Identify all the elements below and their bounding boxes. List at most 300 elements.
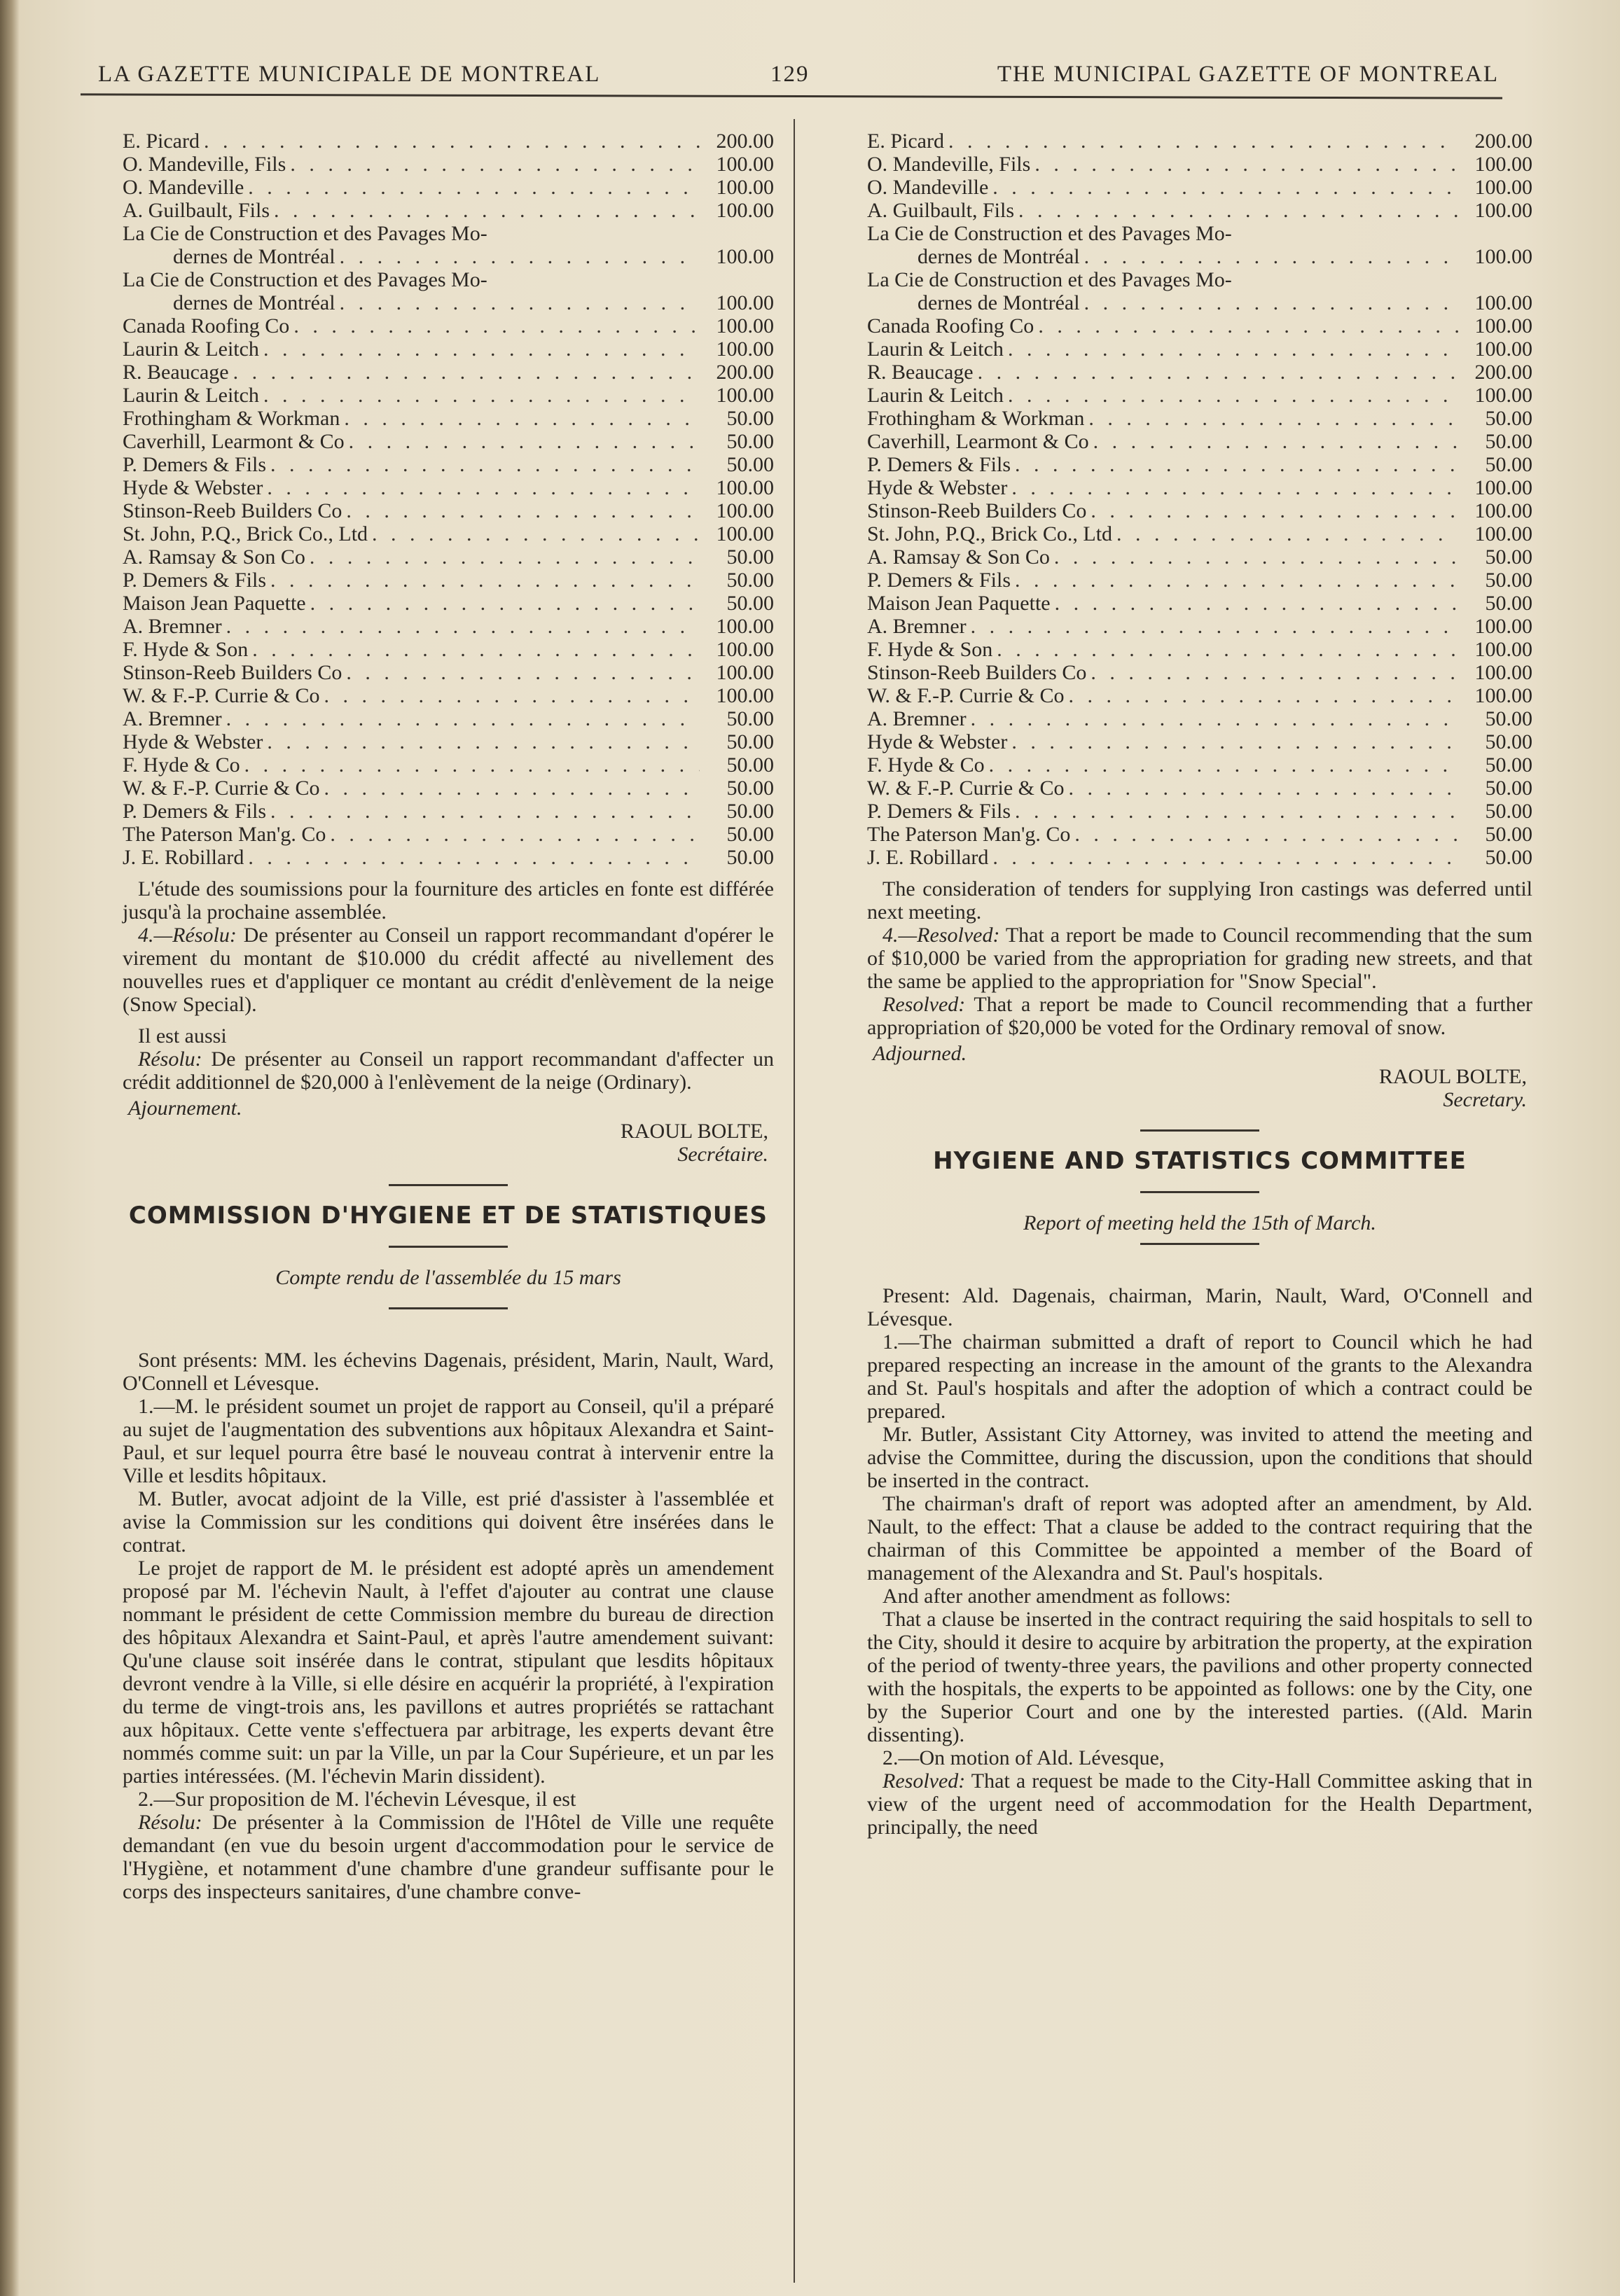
tender-name: La Cie de Construction et des Pavages Mo- [123,268,487,291]
tender-amount: 50.00 [726,453,774,476]
leader-dots [1054,545,1458,569]
tender-name: P. Demers & Fils [123,800,267,823]
tender-entry [867,314,1532,338]
tender-name: O. Mandeville [123,176,244,199]
tender-name: Frothingham & Workman [123,407,340,430]
tender-name: P. Demers & Fils [867,569,1011,592]
tender-entry [123,153,774,176]
leader-dots [324,684,700,707]
leader-dots [1088,407,1458,430]
french-resolution-4 [123,924,774,1016]
tender-entry [867,569,1532,592]
tender-entry [123,476,774,499]
tender-amount: 50.00 [1485,545,1532,569]
tender-amount: 50.00 [726,846,774,869]
leader-dots [1008,338,1458,361]
leader-dots [992,176,1458,199]
tender-name-continued-row [123,291,774,314]
tender-name: Stinson-Reeb Builders Co [123,661,342,684]
tender-amount: 100.00 [716,176,774,199]
tender-entry [123,569,774,592]
leader-dots [330,823,700,846]
tender-amount: 50.00 [726,569,774,592]
english-adjournment: Adjourned. [873,1042,967,1065]
tender-amount: 200.00 [1474,361,1532,384]
tender-entry [867,730,1532,753]
tender-entry [867,707,1532,730]
tender-amount: 100.00 [1474,499,1532,522]
tender-entry [867,430,1532,453]
page-binding-shadow [0,0,20,2296]
english-butler: Mr. Butler, Assistant City Attorney, was invited to attend the meeting and advise the Committee, during the discussion, upon the conditions that should be inserted in the contract. [867,1423,1532,1492]
french-meeting-subtitle: Compte rendu de l'assemblée du 15 mars [275,1266,621,1289]
tender-amount: 50.00 [1485,753,1532,777]
tender-name: R. Beaucage [867,361,974,384]
tender-entry [123,268,774,314]
french-resolution-snow [123,1048,774,1094]
tender-amount: 100.00 [1474,638,1532,661]
leader-dots [1069,684,1458,707]
tender-name: A. Bremner [867,615,967,638]
leader-dots [263,384,700,407]
tender-name: La Cie de Construction et des Pavages Mo- [867,222,1232,245]
tender-name-continued: dernes de Montréal [918,245,1080,268]
english-resolution-4-text: That a report be made to Council recommending that the sum of $10,000 be varied from the appropriation for grading new streets, and that the same be applied to the appropriation for "Snow Special". [867,924,1532,993]
leader-dots [1055,592,1458,615]
tender-entry [123,453,774,476]
tender-amount: 50.00 [726,777,774,800]
leader-dots [267,476,700,499]
french-tender-list [123,130,774,869]
tender-amount: 100.00 [716,615,774,638]
tender-entry [123,615,774,638]
tender-name: R. Beaucage [123,361,229,384]
tender-entry [867,592,1532,615]
tender-entry [867,176,1532,199]
french-signature-name: RAOUL BOLTE, [620,1120,768,1143]
tender-name: J. E. Robillard [123,846,244,869]
tender-amount: 50.00 [1485,800,1532,823]
english-resolution-4 [867,924,1532,993]
tender-amount: 100.00 [1474,476,1532,499]
tender-amount: 50.00 [1485,430,1532,453]
tender-amount: 200.00 [1474,130,1532,153]
leader-dots [971,615,1458,638]
leader-dots [1069,777,1458,800]
tender-entry [867,453,1532,476]
tender-entry [867,153,1532,176]
english-item-2-text: That a request be made to the City-Hall Committee asking that in view of the urgent need of accommodation for the Health Department, principally, the need [867,1769,1532,1839]
leader-dots [244,753,700,777]
leader-dots [997,638,1458,661]
tender-entry [123,684,774,707]
tender-name: Laurin & Leitch [123,338,259,361]
leader-dots [1011,730,1458,753]
tender-amount: 50.00 [726,407,774,430]
leader-dots [1018,199,1458,222]
leader-dots [293,314,700,338]
tender-entry [123,730,774,753]
french-amendment: Le projet de rapport de M. le président est adopté après un amendement proposé par M. l'échevin Nault, à l'effet d'ajouter au contrat une clause nommant le président de cette Commission membre du bureau de direction des hôpitaux Alexandra et Saint-Paul, et après l'autre amendement suivant: Qu'une clause soit insérée dans le contrat, stipulant que lesdits hôpitaux devront vendre à la Ville, si elle désire en acquérir la propriété, à l'expiration du terme de vingt-trois ans, les pavillons et autres propriétés se rattachant aux hôpitaux. Cette vente s'effectuera par arbitrage, les experts devant être nommés comme suit: un par la Ville, un par la Cour Supérieure, et un par les parties intéressées. (M. l'échevin Marin dissident). [123,1557,774,1788]
english-tender-list [867,130,1532,869]
tender-entry [123,545,774,569]
tender-entry [867,338,1532,361]
tender-entry [123,777,774,800]
tender-name: O. Mandeville [867,176,989,199]
english-section-title: HYGIENE AND STATISTICS COMMITTEE [933,1147,1467,1175]
tender-entry [123,384,774,407]
english-resolution-snow [867,993,1532,1039]
english-item-2-label: Resolved: [882,1769,966,1793]
tender-name: Laurin & Leitch [867,338,1004,361]
tender-amount: 50.00 [1485,407,1532,430]
tender-entry [867,846,1532,869]
tender-amount: 200.00 [716,361,774,384]
tender-name: Hyde & Webster [867,730,1008,753]
tender-entry [867,499,1532,522]
english-signature-name: RAOUL BOLTE, [1378,1065,1527,1088]
french-item-2-resolution [123,1811,774,1903]
tender-name: A. Bremner [123,615,222,638]
tender-amount: 100.00 [716,684,774,707]
english-column [867,130,1532,1839]
tender-amount: 100.00 [1474,199,1532,222]
english-attendance: Present: Ald. Dagenais, chairman, Marin, Nault, Ward, O'Connell and Lévesque. [867,1284,1532,1330]
page-header [98,56,1499,98]
tender-amount: 100.00 [1474,384,1532,407]
french-adjournment: Ajournement. [128,1097,242,1120]
tender-name-continued-row [867,245,1532,268]
tender-amount: 50.00 [1485,569,1532,592]
tender-name: Laurin & Leitch [867,384,1004,407]
tender-amount: 50.00 [1485,453,1532,476]
leader-dots [978,361,1458,384]
tender-entry [123,361,774,384]
tender-entry [123,407,774,430]
tender-name-continued: dernes de Montréal [918,291,1080,314]
tender-name: La Cie de Construction et des Pavages Mo- [123,222,487,245]
page-number: 129 [770,62,810,87]
tender-amount: 100.00 [1474,291,1532,314]
tender-amount: 100.00 [1474,522,1532,545]
tender-entry [123,222,774,268]
leader-dots [233,361,700,384]
tender-amount: 50.00 [726,800,774,823]
tender-name: Hyde & Webster [867,476,1008,499]
tender-entry [867,615,1532,638]
tender-entry [867,823,1532,846]
tender-name: F. Hyde & Co [123,753,240,777]
english-another-amendment: And after another amendment as follows: [882,1585,1231,1608]
leader-dots [248,176,700,199]
leader-dots [310,545,700,569]
tender-name: E. Picard [123,130,200,153]
leader-dots [1015,569,1458,592]
leader-dots [971,707,1458,730]
tender-amount: 50.00 [1485,846,1532,869]
tender-name-continued-row [867,291,1532,314]
english-item-2: 2.—On motion of Ald. Lévesque, [882,1746,1165,1769]
tender-entry [867,684,1532,707]
column-divider [794,119,795,2283]
tender-amount: 100.00 [716,245,774,268]
tender-amount: 50.00 [726,592,774,615]
tender-amount: 200.00 [716,130,774,153]
tender-amount: 100.00 [716,199,774,222]
leader-dots [989,753,1458,777]
leader-dots [1091,499,1458,522]
leader-dots [346,661,700,684]
leader-dots [226,615,700,638]
leader-dots [992,846,1458,869]
tender-entry [123,430,774,453]
french-column [123,130,774,1903]
tender-name: Maison Jean Paquette [123,592,306,615]
tender-name: Caverhill, Learmont & Co [123,430,345,453]
french-item-1: 1.—M. le président soumet un projet de rapport au Conseil, qu'il a préparé au sujet de l'augmentation des subventions aux hôpitaux Alexandra et Saint-Paul, et sur lequel pourra être basé le nouveau contrat à intervenir entre la Ville et lesdits hôpitaux. [123,1395,774,1487]
tender-name: P. Demers & Fils [867,800,1011,823]
tender-name: Hyde & Webster [123,476,263,499]
tender-name: Laurin & Leitch [123,384,259,407]
tender-name-continued: dernes de Montréal [173,245,335,268]
tender-entry [123,314,774,338]
tender-name: St. John, P.Q., Brick Co., Ltd [123,522,368,545]
header-french-title: LA GAZETTE MUNICIPALE DE MONTREAL [98,62,601,87]
tender-name: E. Picard [867,130,944,153]
tender-amount: 100.00 [1474,176,1532,199]
tender-amount: 50.00 [726,545,774,569]
leader-dots [1015,800,1458,823]
tender-amount: 100.00 [716,338,774,361]
tender-amount: 50.00 [1485,707,1532,730]
tender-entry [123,130,774,153]
leader-dots [1093,430,1458,453]
french-signature-title: Secrétaire. [677,1143,768,1166]
leader-dots [1034,153,1458,176]
tender-name: W. & F.-P. Currie & Co [867,684,1065,707]
tender-entry [123,199,774,222]
tender-entry [867,545,1532,569]
tender-name: A. Bremner [123,707,222,730]
tender-amount: 50.00 [1485,823,1532,846]
french-also-resolved: Il est aussi [138,1024,227,1048]
tender-amount: 100.00 [716,384,774,407]
tender-name: F. Hyde & Co [867,753,985,777]
leader-dots [1015,453,1458,476]
english-resolution-snow-text: That a report be made to Council recommending that a further appropriation of $20,000 be voted for the Ordinary removal of snow. [867,993,1532,1039]
tender-name: Canada Roofing Co [867,314,1034,338]
tender-entry [123,592,774,615]
tender-entry [867,130,1532,153]
tender-amount: 100.00 [716,476,774,499]
tender-amount: 100.00 [716,638,774,661]
tender-name: Hyde & Webster [123,730,263,753]
header-english-title: THE MUNICIPAL GAZETTE OF MONTREAL [997,62,1499,87]
tender-name: F. Hyde & Son [123,638,249,661]
tender-name: P. Demers & Fils [123,569,267,592]
tender-entry [123,499,774,522]
english-meeting-subtitle: Report of meeting held the 15th of March. [1023,1211,1376,1234]
english-signature-title: Secretary. [1443,1088,1527,1111]
tender-name-continued-row [123,245,774,268]
leader-dots [270,569,700,592]
leader-dots [204,130,700,153]
tender-amount: 100.00 [716,314,774,338]
leader-dots [1091,661,1458,684]
leader-dots [346,499,700,522]
tender-amount: 50.00 [1485,592,1532,615]
french-resolution-4-label: 4.—Résolu: [138,924,237,947]
tender-entry [867,199,1532,222]
tender-name: A. Bremner [867,707,967,730]
leader-dots [274,199,700,222]
tender-name: F. Hyde & Son [867,638,993,661]
tender-amount: 50.00 [1485,730,1532,753]
leader-dots [263,338,700,361]
tender-name: Frothingham & Workman [867,407,1085,430]
tender-name: W. & F.-P. Currie & Co [867,777,1065,800]
tender-amount: 100.00 [716,153,774,176]
english-resolution-snow-label: Resolved: [882,993,966,1016]
tender-entry [867,522,1532,545]
tender-amount: 100.00 [1474,661,1532,684]
tender-entry [867,268,1532,314]
leader-dots [310,592,700,615]
leader-dots [340,291,700,314]
tender-amount: 100.00 [1474,245,1532,268]
tender-name: P. Demers & Fils [123,453,267,476]
leader-dots [948,130,1458,153]
french-resolution-snow-text: De présenter au Conseil un rapport recommandant d'affecter un crédit additionnel de $20,000 à l'enlèvement de la neige (Ordinary). [123,1048,774,1094]
tender-entry [867,407,1532,430]
tender-amount: 100.00 [1474,153,1532,176]
leader-dots [270,453,700,476]
leader-dots [1116,522,1458,545]
tender-name: St. John, P.Q., Brick Co., Ltd [867,522,1113,545]
leader-dots [226,707,700,730]
tender-entry [123,661,774,684]
english-resolution-4-label: 4.—Resolved: [882,924,1000,947]
tender-name: J. E. Robillard [867,846,989,869]
tender-name: Caverhill, Learmont & Co [867,430,1089,453]
english-item-1: 1.—The chairman submitted a draft of report to Council which he had prepared respecting an increase in the amount of the grants to the Alexandra and St. Paul's hospitals and after the adoption of which a contract could be prepared. [867,1330,1532,1423]
english-iron-deferral: The consideration of tenders for supplying Iron castings was deferred until next meeting. [867,877,1532,924]
tender-amount: 50.00 [726,730,774,753]
tender-entry [867,638,1532,661]
tender-name: O. Mandeville, Fils [867,153,1031,176]
french-item-2-text: De présenter à la Commission de l'Hôtel de Ville une requête demandant (en vue du besoin urgent d'accommodation pour le service de l'Hygiène, et notamment d'une chambre d'une grandeur suffisante pour le corps des inspecteurs sanitaires, d'une chambre conve- [123,1811,774,1903]
tender-entry [123,338,774,361]
tender-amount: 100.00 [716,661,774,684]
tender-entry [123,522,774,545]
leader-dots [252,638,700,661]
tender-amount: 50.00 [726,707,774,730]
leader-dots [1008,384,1458,407]
leader-dots [290,153,700,176]
tender-name: The Paterson Man'g. Co [867,823,1071,846]
leader-dots [1038,314,1458,338]
tender-entry [123,638,774,661]
french-attendance: Sont présents: MM. les échevins Dagenais, président, Marin, Nault, Ward, O'Connell et Lévesque. [123,1349,774,1395]
leader-dots [324,777,700,800]
leader-dots [267,730,700,753]
french-resolution-4-text: De présenter au Conseil un rapport recommandant d'opérer le virement du montant de $10.000 du crédit affecté au nivellement des nouvelles rues et d'appliquer ce montant au crédit d'enlèvement de la neige (Snow Special). [123,924,774,1016]
tender-entry [123,176,774,199]
french-section-title: COMMISSION D'HYGIENE ET DE STATISTIQUES [128,1202,768,1230]
french-item-2-label: Résolu: [138,1811,202,1834]
tender-name: A. Ramsay & Son Co [867,545,1050,569]
tender-name: P. Demers & Fils [867,453,1011,476]
tender-name: O. Mandeville, Fils [123,153,286,176]
tender-name: W. & F.-P. Currie & Co [123,684,320,707]
tender-entry [867,800,1532,823]
tender-entry [867,384,1532,407]
leader-dots [1074,823,1458,846]
tender-name: A. Ramsay & Son Co [123,545,305,569]
tender-amount: 50.00 [1485,777,1532,800]
tender-name: Stinson-Reeb Builders Co [867,661,1087,684]
leader-dots [1011,476,1458,499]
french-resolution-snow-label: Résolu: [138,1048,202,1071]
leader-dots [1084,245,1458,268]
leader-dots [270,800,700,823]
english-amendment: The chairman's draft of report was adopted after an amendment, by Ald. Nault, to the effect: That a clause be added to the contract requiring that the chairman of this Committee be appointed a member of the Board of management of the Alexandra and St. Paul's hospitals. [867,1492,1532,1585]
tender-entry [867,361,1532,384]
tender-name-continued: dernes de Montréal [173,291,335,314]
tender-amount: 100.00 [716,499,774,522]
french-butler: M. Butler, avocat adjoint de la Ville, est prié d'assister à l'assemblée et avise la Commission sur les conditions qui doivent être insérées dans le contrat. [123,1487,774,1557]
tender-amount: 50.00 [726,753,774,777]
tender-name: A. Guilbault, Fils [867,199,1015,222]
tender-amount: 100.00 [716,522,774,545]
tender-name: Stinson-Reeb Builders Co [867,499,1087,522]
tender-amount: 50.00 [726,430,774,453]
tender-entry [123,707,774,730]
tender-name: La Cie de Construction et des Pavages Mo- [867,268,1232,291]
tender-entry [867,661,1532,684]
tender-amount: 100.00 [716,291,774,314]
tender-name: Canada Roofing Co [123,314,290,338]
tender-name: The Paterson Man'g. Co [123,823,326,846]
leader-dots [340,245,700,268]
tender-entry [123,823,774,846]
tender-amount: 50.00 [726,823,774,846]
tender-entry [123,846,774,869]
french-item-2: 2.—Sur proposition de M. l'échevin Lévesque, il est [138,1788,576,1811]
tender-name: Maison Jean Paquette [867,592,1051,615]
leader-dots [349,430,700,453]
tender-name: A. Guilbault, Fils [123,199,270,222]
tender-entry [867,777,1532,800]
tender-entry [867,476,1532,499]
tender-entry [123,800,774,823]
leader-dots [344,407,700,430]
leader-dots [1084,291,1458,314]
tender-name: W. & F.-P. Currie & Co [123,777,320,800]
leader-dots [248,846,700,869]
tender-name: Stinson-Reeb Builders Co [123,499,342,522]
french-iron-deferral: L'étude des soumissions pour la fourniture des articles en fonte est différée jusqu'à la prochaine assemblée. [123,877,774,924]
tender-amount: 100.00 [1474,684,1532,707]
tender-amount: 100.00 [1474,314,1532,338]
english-item-2-resolution [867,1769,1532,1839]
tender-amount: 100.00 [1474,338,1532,361]
tender-entry [867,222,1532,268]
tender-entry [123,753,774,777]
english-clause: That a clause be inserted in the contract requiring the said hospitals to sell to the City, should it desire to acquire by arbitration the property, at the expiration of the period of twenty-three years, the pavilions and other property connected with the hospitals, the experts to be appointed as follows: one by the City, one by the Superior Court and one by the interested parties. ((Ald. Marin dissenting). [867,1608,1533,1746]
tender-entry [867,753,1532,777]
leader-dots [372,522,700,545]
